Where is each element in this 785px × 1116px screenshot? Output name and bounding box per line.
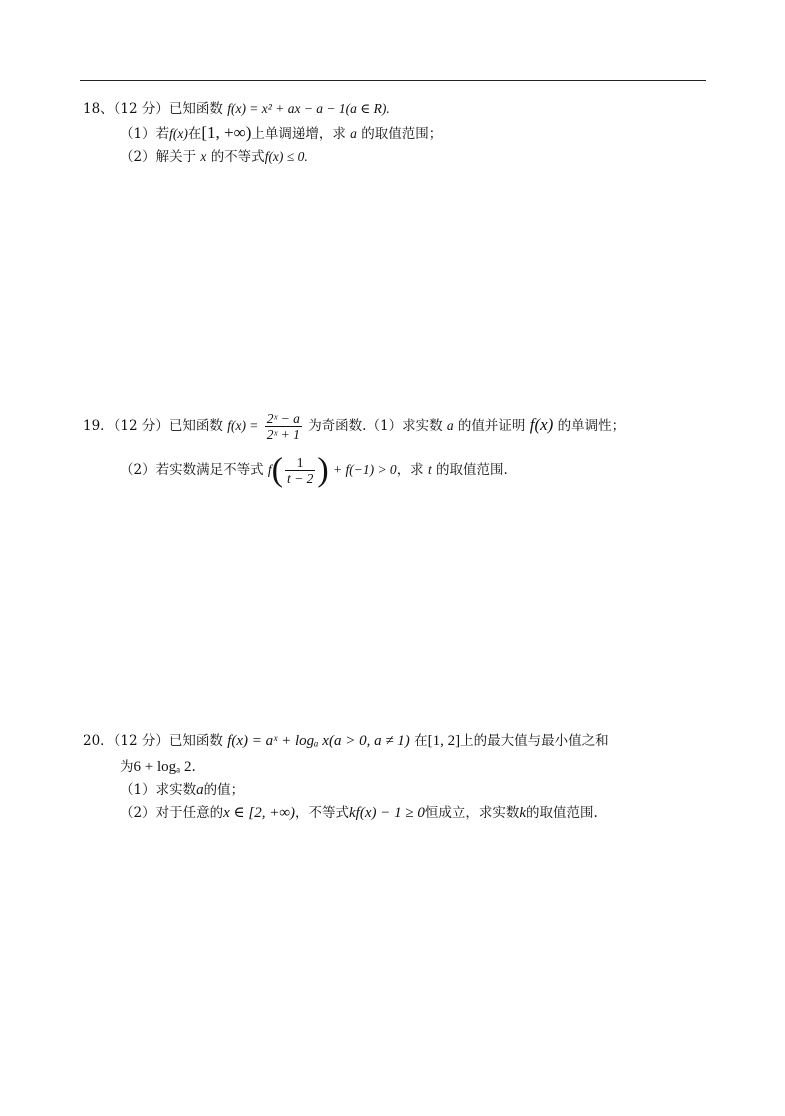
q18-p1-fx: f(x)	[169, 126, 188, 141]
q20-p1-var: a	[196, 782, 204, 798]
q20-line1	[83, 731, 609, 751]
q19-p2-mid: ，求	[396, 462, 424, 478]
q20-p2-var: k	[519, 805, 527, 821]
q20-p2-mid: ，不等式	[295, 805, 350, 821]
q19-numerator: 2ˣ − a	[266, 411, 300, 426]
q20-end: 上的最大值与最小值之和	[460, 733, 609, 749]
q18-p1-mid2: 上单调递增，求	[251, 126, 346, 142]
q19-line1	[83, 405, 625, 446]
q20-p1-start: （1）求实数	[120, 782, 197, 798]
q18-part1	[120, 123, 442, 144]
q19-mid: 为奇函数.（1）求实数	[308, 418, 443, 434]
header-rule	[80, 80, 706, 81]
q20-interval: [1, 2]	[427, 733, 461, 749]
q20-part1	[120, 780, 244, 800]
q18-part2	[120, 147, 308, 167]
q18-p1-var: a	[350, 126, 357, 141]
q20-p2-start: （2）对于任意的	[120, 805, 224, 821]
q18-p2-start: （2）解关于	[120, 149, 197, 165]
q19-part2	[120, 448, 508, 492]
q19-fx: f(x) =	[227, 418, 259, 433]
q20-l2-start: 为	[120, 759, 134, 775]
q20-p2-end: 的取值范围.	[526, 805, 598, 821]
q19-head: 19．（12 分）已知函数	[83, 418, 223, 434]
q18-formula: f(x) = x² + ax − a − 1(a ∈ R).	[227, 101, 390, 116]
q18-p2-mid: 的不等式	[210, 149, 265, 165]
q19-p2-start: （2）若实数满足不等式	[120, 462, 264, 478]
q18-p2-ineq: f(x) ≤ 0.	[264, 149, 308, 164]
q20-head: 20．（12 分）已知函数	[83, 733, 223, 749]
left-paren-glyph: (	[271, 451, 283, 489]
right-paren-glyph: )	[317, 451, 329, 489]
q20-formula: f(x) = aˣ + logₐ x(a > 0, a ≠ 1)	[227, 733, 410, 749]
q20-part2	[120, 803, 598, 823]
q18-line1	[83, 99, 390, 119]
q19-p2-f: f	[267, 462, 272, 477]
q19-p2-fraction	[285, 455, 315, 486]
q19-denominator: 2ˣ + 1	[266, 427, 300, 442]
q19-fraction	[265, 411, 302, 442]
q20-p2-mid2: 恒成立，求实数	[424, 805, 520, 821]
q19-mid2: 的值并证明	[457, 418, 526, 434]
q20-l2-end: .	[191, 759, 196, 775]
q19-p2-numerator: 1	[285, 455, 315, 471]
q20-mid: 在	[414, 733, 428, 749]
q19-p2-denominator: t − 2	[286, 471, 314, 486]
q20-l2-value: 6 + logₐ 2	[133, 759, 192, 775]
q19-var-a: a	[446, 418, 454, 433]
q18-head: 18、（12 分）已知函数	[83, 101, 223, 117]
q18-p1-mid: 在	[187, 126, 202, 142]
q20-p1-end: 的值；	[203, 782, 245, 798]
q20-line2	[120, 757, 196, 777]
q20-p2-cond: x ∈ [2, +∞)	[223, 805, 296, 821]
q19-fx2: f(x)	[529, 415, 554, 434]
q19-p2-var: t	[427, 462, 432, 477]
q18-p1-start: （1）若	[120, 126, 170, 142]
q19-p2-end: 的取值范围.	[436, 462, 508, 478]
q18-p2-var: x	[200, 149, 207, 164]
q19-p2-rest: + f(−1) > 0	[332, 462, 397, 477]
q20-p2-ineq: kf(x) − 1 ≥ 0	[349, 805, 425, 821]
q18-p1-end: 的取值范围；	[361, 126, 443, 142]
q19-end: 的单调性；	[557, 418, 626, 434]
q18-p1-interval: [1, +∞)	[201, 123, 252, 142]
